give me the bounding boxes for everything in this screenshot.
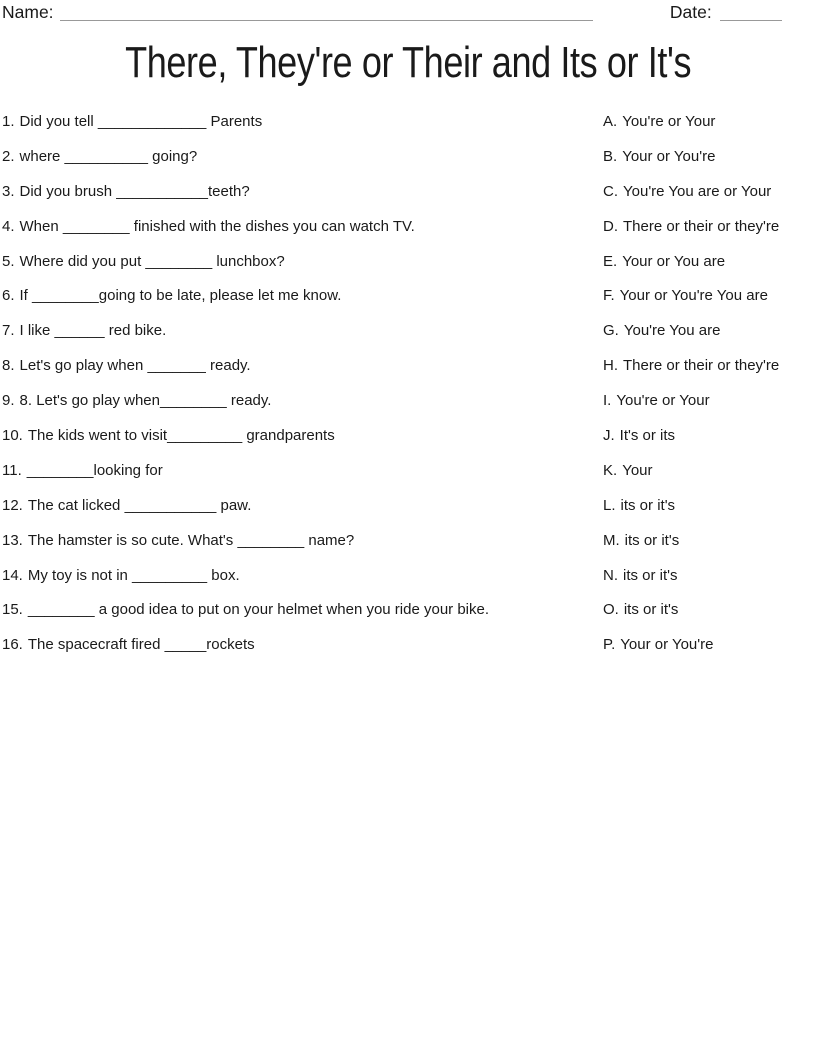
question-text: I like ______ red bike. xyxy=(19,322,167,340)
question-number: 5. xyxy=(2,252,15,270)
question-number: 8. xyxy=(2,357,15,375)
worksheet-row xyxy=(2,627,816,662)
question-item xyxy=(2,287,603,304)
worksheet-row xyxy=(2,139,816,174)
worksheet-title xyxy=(0,39,816,86)
answer-text: It's or its xyxy=(619,426,676,444)
answer-text: You're You are or Your xyxy=(623,182,772,200)
question-text: The cat licked ___________ paw. xyxy=(27,496,252,514)
answer-option xyxy=(603,253,816,270)
answer-text: its or it's xyxy=(623,601,679,619)
worksheet-row xyxy=(2,453,816,488)
question-number: 11. xyxy=(2,461,22,479)
question-item xyxy=(2,601,603,618)
question-number: 4. xyxy=(2,217,15,235)
answer-text: Your or You're You are xyxy=(619,287,768,305)
question-text: If ________going to be late, please let me know. xyxy=(19,287,342,305)
answer-option xyxy=(603,601,816,618)
question-item xyxy=(2,462,603,479)
worksheet-row xyxy=(2,348,816,383)
answer-text: Your xyxy=(622,461,653,479)
question-number: 7. xyxy=(2,322,15,340)
answer-text: You're or Your xyxy=(622,112,716,130)
question-text: 8. Let's go play when________ ready. xyxy=(19,392,272,410)
answer-letter: O. xyxy=(603,601,619,619)
question-item xyxy=(2,183,603,200)
question-number: 3. xyxy=(2,182,15,200)
answer-text: Your or You are xyxy=(622,252,726,270)
question-number: 15. xyxy=(2,601,23,619)
question-number: 14. xyxy=(2,566,23,584)
question-text: When ________ finished with the dishes you can watch TV. xyxy=(19,217,415,235)
answer-letter: K. xyxy=(603,461,618,479)
answer-text: its or it's xyxy=(623,566,678,584)
answer-option xyxy=(603,287,816,304)
question-item xyxy=(2,357,603,374)
answer-text: You're You are xyxy=(623,322,721,340)
question-number: 12. xyxy=(2,496,23,514)
worksheet-title-text: There, They're or Their and Its or It's xyxy=(125,38,691,87)
question-number: 9. xyxy=(2,392,15,410)
question-number: 10. xyxy=(2,426,23,444)
question-text: where __________ going? xyxy=(19,147,198,165)
question-item xyxy=(2,253,603,270)
answer-option xyxy=(603,148,816,165)
answer-letter: N. xyxy=(603,566,618,584)
question-answer-list xyxy=(2,104,816,662)
answer-option xyxy=(603,392,816,409)
answer-letter: G. xyxy=(603,322,619,340)
question-text: The kids went to visit_________ grandparents xyxy=(27,426,335,444)
worksheet-row xyxy=(2,383,816,418)
question-item xyxy=(2,322,603,339)
question-item xyxy=(2,113,603,130)
question-text: Did you brush ___________teeth? xyxy=(19,182,250,200)
name-label: Name: xyxy=(2,2,54,22)
answer-option xyxy=(603,532,816,549)
answer-text: You're or Your xyxy=(616,392,710,410)
answer-letter: H. xyxy=(603,357,618,375)
answer-letter: A. xyxy=(603,112,618,130)
worksheet-row xyxy=(2,313,816,348)
worksheet-row xyxy=(2,488,816,523)
question-number: 13. xyxy=(2,531,23,549)
question-item xyxy=(2,392,603,409)
question-item xyxy=(2,218,603,235)
question-text: Let's go play when _______ ready. xyxy=(19,357,251,375)
name-blank-line: ____________________________________________________________ xyxy=(59,5,594,22)
worksheet-row xyxy=(2,592,816,627)
answer-letter: F. xyxy=(603,287,615,305)
worksheet-row xyxy=(2,244,816,279)
question-item xyxy=(2,148,603,165)
question-text: The hamster is so cute. What's ________ name? xyxy=(27,531,355,549)
worksheet-row xyxy=(2,174,816,209)
answer-letter: M. xyxy=(603,531,620,549)
question-text: ________looking for xyxy=(26,461,163,479)
answer-text: its or it's xyxy=(624,531,680,549)
answer-letter: B. xyxy=(603,147,618,165)
question-item xyxy=(2,427,603,444)
answer-option xyxy=(603,183,816,200)
answer-option xyxy=(603,462,816,479)
answer-option xyxy=(603,567,816,584)
answer-option xyxy=(603,636,816,653)
answer-letter: L. xyxy=(603,496,616,514)
worksheet-row xyxy=(2,523,816,558)
answer-letter: D. xyxy=(603,217,618,235)
date-blank-line: _______ xyxy=(719,5,782,22)
question-number: 2. xyxy=(2,147,15,165)
worksheet-row xyxy=(2,558,816,593)
answer-text: There or their or they're xyxy=(623,217,780,235)
answer-option xyxy=(603,427,816,444)
question-text: The spacecraft fired _____rockets xyxy=(27,636,255,654)
date-label: Date: xyxy=(669,2,712,22)
question-number: 1. xyxy=(2,112,15,130)
question-item xyxy=(2,636,603,653)
answer-option xyxy=(603,218,816,235)
answer-text: its or it's xyxy=(620,496,676,514)
answer-text: There or their or they're xyxy=(623,357,780,375)
question-text: ________ a good idea to put on your helmet when you ride your bike. xyxy=(27,601,490,619)
answer-option xyxy=(603,322,816,339)
worksheet-header xyxy=(2,2,782,23)
question-text: Where did you put ________ lunchbox? xyxy=(19,252,285,270)
worksheet-row xyxy=(2,209,816,244)
answer-letter: J. xyxy=(603,426,615,444)
answer-option xyxy=(603,497,816,514)
worksheet-row xyxy=(2,278,816,313)
question-item xyxy=(2,497,603,514)
answer-letter: C. xyxy=(603,182,618,200)
question-item xyxy=(2,532,603,549)
answer-letter: E. xyxy=(603,252,618,270)
question-text: Did you tell _____________ Parents xyxy=(19,112,263,130)
worksheet-row xyxy=(2,104,816,139)
answer-text: Your or You're xyxy=(622,147,716,165)
answer-option xyxy=(603,357,816,374)
question-number: 6. xyxy=(2,287,15,305)
question-number: 16. xyxy=(2,636,23,654)
answer-text: Your or You're xyxy=(620,636,714,654)
answer-letter: P. xyxy=(603,636,616,654)
question-text: My toy is not in _________ box. xyxy=(27,566,240,584)
answer-letter: I. xyxy=(603,392,612,410)
worksheet-row xyxy=(2,418,816,453)
question-item xyxy=(2,567,603,584)
answer-option xyxy=(603,113,816,130)
